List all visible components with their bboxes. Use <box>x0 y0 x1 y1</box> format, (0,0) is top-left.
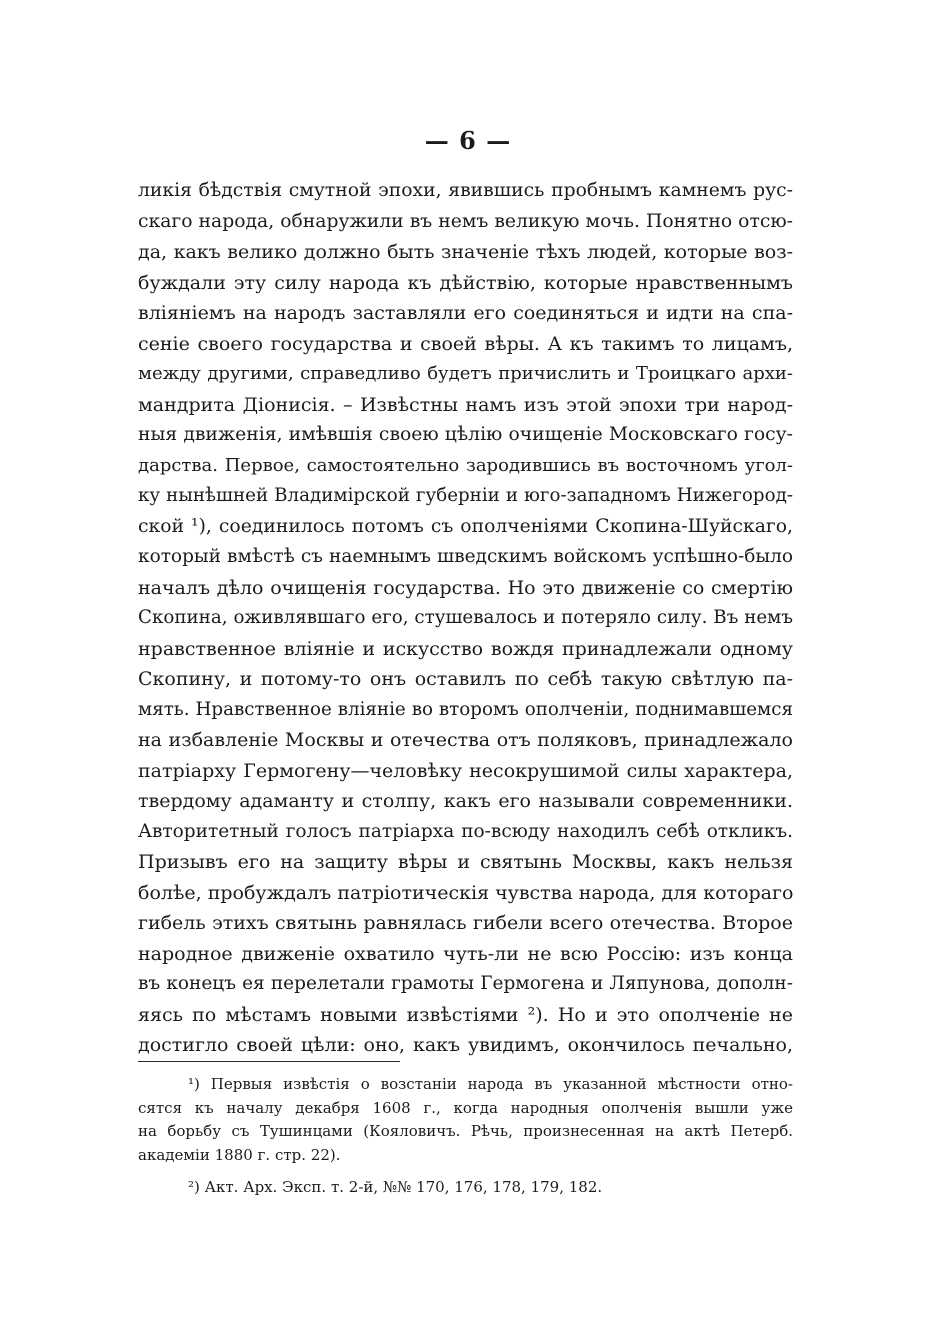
footnotes <box>138 1073 793 1200</box>
text-line: въ конецъ ея перелетали грамоты Гермогена и Ляпунова, дополн- <box>138 973 793 994</box>
text-line: яясь по мѣстамъ новыми извѣстіями ²). Но и это ополченіе не <box>138 1003 793 1026</box>
text-line: мять. Нравственное вліяніе во второмъ ополченіи, поднимавшемся <box>138 698 793 720</box>
text-line: ликія бѣдствія смутной эпохи, явившись пробнымъ камнемъ рус- <box>138 180 793 201</box>
text-line: гибель этихъ святынь равнялась гибели всего отечества. Второе <box>138 912 793 934</box>
footnote-1-line: сятся къ началу декабря 1608 г., когда народныя ополченія вышли уже <box>138 1098 793 1117</box>
footnote-divider <box>138 1061 400 1062</box>
footnote-1-line: на борьбу съ Тушинцами (Кояловичъ. Рѣчь, произнесенная на актѣ Петерб. <box>138 1122 793 1140</box>
text-line: между другими, справедливо будетъ причислить и Троицкаго архи- <box>138 363 793 384</box>
text-line: который вмѣстѣ съ наемнымъ шведскимъ войскомъ успѣшно-было <box>138 546 793 567</box>
text-line: нравственное вліяніе и искусство вождя принадлежали одному <box>138 637 793 660</box>
text-line: достигло своей цѣли: оно, какъ увидимъ, окончилось печально, <box>138 1034 793 1056</box>
text-line: ныя движенія, имѣвшія своею цѣлію очищеніе Московскаго госу- <box>138 424 793 445</box>
text-line: скаго народа, обнаружили въ немъ великую мочь. Понятно отсю- <box>138 210 793 232</box>
text-line: ку нынѣшней Владимірской губерніи и юго-западномъ Нижегород- <box>138 485 793 506</box>
footnote-2: ²) Акт. Арх. Эксп. т. 2-й, №№ 170, 176, 178, 179, 182. <box>188 1178 603 1196</box>
text-line: началъ дѣло очищенія государства. Но это движеніе со смертію <box>138 576 793 599</box>
text-line: Скопина, оживлявшаго его, стушевалось и потеряло силу. Въ немъ <box>138 607 793 628</box>
text-line: дарства. Первое, самостоятельно зародившись въ восточномъ угол- <box>138 454 793 476</box>
text-line: вліяніемъ на народъ заставляли его соединяться и идти на спа- <box>138 302 793 324</box>
text-line: патріарху Гермогену—человѣку несокрушимой силы характера, <box>138 759 793 782</box>
text-line: твердому адаманту и столпу, какъ его называли современники. <box>138 790 793 812</box>
text-line: Призывъ его на защиту вѣры и святынь Москвы, какъ нельзя <box>138 851 793 873</box>
body-text <box>138 176 793 1061</box>
text-line: болѣе, пробуждалъ патріотическія чувства народа, для котораго <box>138 881 793 904</box>
page-number: — 6 — <box>424 126 512 155</box>
text-line: буждали эту силу народа къ дѣйствію, которые нравственнымъ <box>138 271 793 294</box>
footnote-1-line: ¹) Первыя извѣстія о возстаніи народа въ указанной мѣстности отно- <box>188 1075 793 1093</box>
footnote-1-line: академіи 1880 г. стр. 22). <box>138 1145 341 1164</box>
text-line: мандрита Діонисія. – Извѣстны намъ изъ этой эпохи три народ- <box>138 393 793 416</box>
text-line: Скопину, и потому-то онъ оставилъ по себѣ такую свѣтлую па- <box>138 668 793 690</box>
text-line: на избавленіе Москвы и отечества отъ поляковъ, принадлежало <box>138 729 793 751</box>
text-line: Авторитетный голосъ патріарха по-всюду находилъ себѣ откликъ. <box>138 820 793 842</box>
text-line: ской ¹), соединилось потомъ съ ополченіями Скопина-Шуйскаго, <box>138 515 793 537</box>
text-line: да, какъ велико должно быть значеніе тѣхъ людей, которые воз- <box>138 241 793 263</box>
text-line: сеніе своего государства и своей вѣры. А къ такимъ то лицамъ, <box>138 332 793 355</box>
text-line: народное движеніе охватило чуть-ли не всю Россію: изъ конца <box>138 942 793 965</box>
